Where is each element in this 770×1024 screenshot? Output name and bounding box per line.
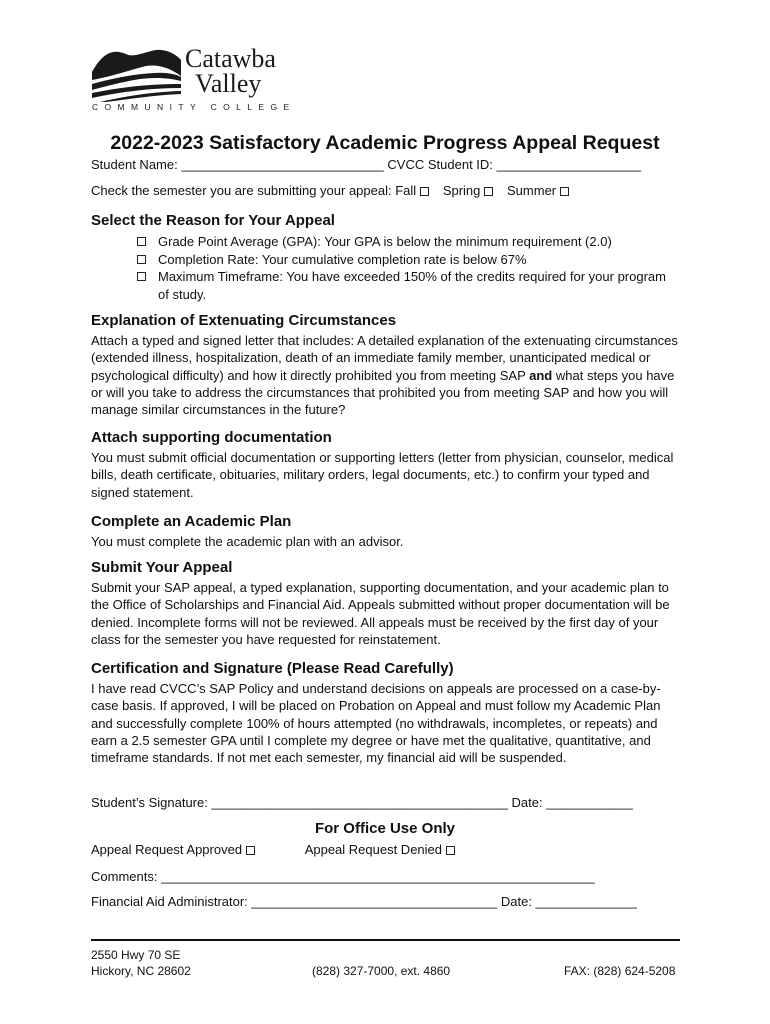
spring-checkbox[interactable] bbox=[484, 187, 493, 196]
college-logo bbox=[90, 44, 296, 116]
denied-label: Appeal Request Denied bbox=[304, 842, 443, 857]
semester-spring-label: Spring bbox=[442, 183, 481, 198]
submit-heading: Submit Your Appeal bbox=[91, 559, 233, 576]
signature-line bbox=[91, 795, 633, 810]
semester-prompt: Check the semester you are submitting your appeal: bbox=[91, 183, 392, 198]
signature-date-label: Date: bbox=[511, 795, 543, 810]
footer-divider bbox=[91, 939, 680, 941]
footer-fax: FAX: (828) 624-5208 bbox=[564, 963, 676, 978]
semester-line bbox=[91, 183, 573, 198]
mountain-logo-icon bbox=[90, 46, 182, 102]
student-id-field[interactable]: ____________________ bbox=[496, 157, 642, 172]
signature-date-field[interactable]: ____________ bbox=[546, 795, 633, 810]
explanation-text-part2: what steps you have or will you take to address the circumstances that prohibited you from meeting SAP and how you will manage similar circumstances in the future? bbox=[91, 367, 675, 418]
documentation-text: You must submit official documentation or supporting letters (letter from physician, counselor, medical bills, death certificate, obituaries, military orders, legal documents, etc.) to confirm your typed and signed statement. bbox=[91, 450, 674, 500]
reason-completion bbox=[137, 251, 667, 269]
semester-summer-label: Summer bbox=[507, 183, 557, 198]
signature-label: Student’s Signature: bbox=[91, 795, 208, 810]
administrator-date-label: Date: bbox=[500, 894, 532, 909]
reason-completion-checkbox[interactable] bbox=[137, 255, 146, 264]
documentation-heading: Attach supporting documentation bbox=[91, 429, 332, 446]
fall-checkbox[interactable] bbox=[420, 187, 429, 196]
administrator-field[interactable]: __________________________________ bbox=[251, 894, 498, 909]
explanation-text bbox=[91, 332, 683, 418]
reason-timeframe-label: Maximum Timeframe: You have exceeded 150% of the credits required for your program of study. bbox=[158, 269, 666, 302]
summer-checkbox[interactable] bbox=[560, 187, 569, 196]
footer-phone: (828) 327-7000, ext. 4860 bbox=[312, 963, 451, 978]
footer-address-line2: Hickory, NC 28602 bbox=[91, 963, 191, 978]
denied-checkbox[interactable] bbox=[446, 846, 455, 855]
approval-line bbox=[91, 842, 459, 857]
office-use-heading: For Office Use Only bbox=[314, 820, 456, 837]
logo-subtitle: COMMUNITY COLLEGE bbox=[92, 102, 296, 112]
semester-fall-label: Fall bbox=[395, 183, 417, 198]
reasons-heading: Select the Reason for Your Appeal bbox=[91, 212, 335, 229]
logo-wordmark bbox=[185, 46, 276, 96]
administrator-date-field[interactable]: ______________ bbox=[535, 894, 637, 909]
footer-address-line1: 2550 Hwy 70 SE bbox=[91, 948, 181, 962]
student-id-label: CVCC Student ID: bbox=[387, 157, 493, 172]
explanation-bold-word: and bbox=[529, 367, 553, 383]
reason-timeframe bbox=[137, 268, 667, 303]
logo-name-line2: Valley bbox=[195, 69, 262, 98]
student-name-field[interactable]: ____________________________ bbox=[181, 157, 384, 172]
approved-checkbox[interactable] bbox=[246, 846, 255, 855]
explanation-text-part1: Attach a typed and signed letter that includes: A detailed explanation of the extenuating circumstances (extended illness, hospitalization, death of an immediate family member, unanticipated medical or psychological difficulty) and how it directly prohibited you from meeting SAP bbox=[91, 333, 678, 383]
comments-label: Comments: bbox=[91, 869, 158, 884]
footer-address bbox=[91, 948, 191, 979]
submit-text: Submit your SAP appeal, a typed explanation, supporting documentation, and your academic plan to the Office of Scholarships and Financial Aid. Appeals submitted without proper documentation will be denied. Incomplete forms will not be reviewed. All appeals must be received by the first day of your class for the semester you have requested for reinstatement. bbox=[91, 580, 670, 647]
academic-plan-text: You must complete the academic plan with an advisor. bbox=[91, 534, 404, 549]
reason-completion-label: Completion Rate: Your cumulative completion rate is below 67% bbox=[158, 251, 527, 267]
approved-label: Appeal Request Approved bbox=[91, 842, 243, 857]
page-title: 2022-2023 Satisfactory Academic Progress Appeal Request bbox=[110, 132, 660, 154]
student-name-label: Student Name: bbox=[91, 157, 178, 172]
comments-field[interactable]: ____________________________________________________________ bbox=[161, 869, 595, 884]
reason-gpa bbox=[137, 233, 667, 251]
certification-text: I have read CVCC’s SAP Policy and understand decisions on appeals are processed on a case-by-case basis. If approved, I will be placed on Probation on Appeal and must follow my Academic Plan and successfully complete 100% of hours attempted (no withdrawals, incompletes, or repeats) and earn a 2.5 semester GPA until I complete my degree or have met the qualitative, quantitative, and timeframe standards. If not met each semester, my financial aid will be suspended. bbox=[91, 681, 661, 766]
administrator-line bbox=[91, 894, 637, 909]
academic-plan-heading: Complete an Academic Plan bbox=[91, 513, 292, 530]
reason-timeframe-checkbox[interactable] bbox=[137, 272, 146, 281]
explanation-heading: Explanation of Extenuating Circumstances bbox=[91, 312, 397, 329]
administrator-label: Financial Aid Administrator: bbox=[91, 894, 248, 909]
signature-field[interactable]: _________________________________________ bbox=[211, 795, 508, 810]
reason-gpa-label: Grade Point Average (GPA): Your GPA is below the minimum requirement (2.0) bbox=[158, 234, 612, 249]
certification-heading: Certification and Signature (Please Read Carefully) bbox=[91, 660, 454, 677]
reason-gpa-checkbox[interactable] bbox=[137, 237, 146, 246]
logo-name-line1: Catawba bbox=[185, 44, 276, 73]
student-info-line bbox=[91, 157, 641, 172]
comments-line bbox=[91, 869, 595, 884]
